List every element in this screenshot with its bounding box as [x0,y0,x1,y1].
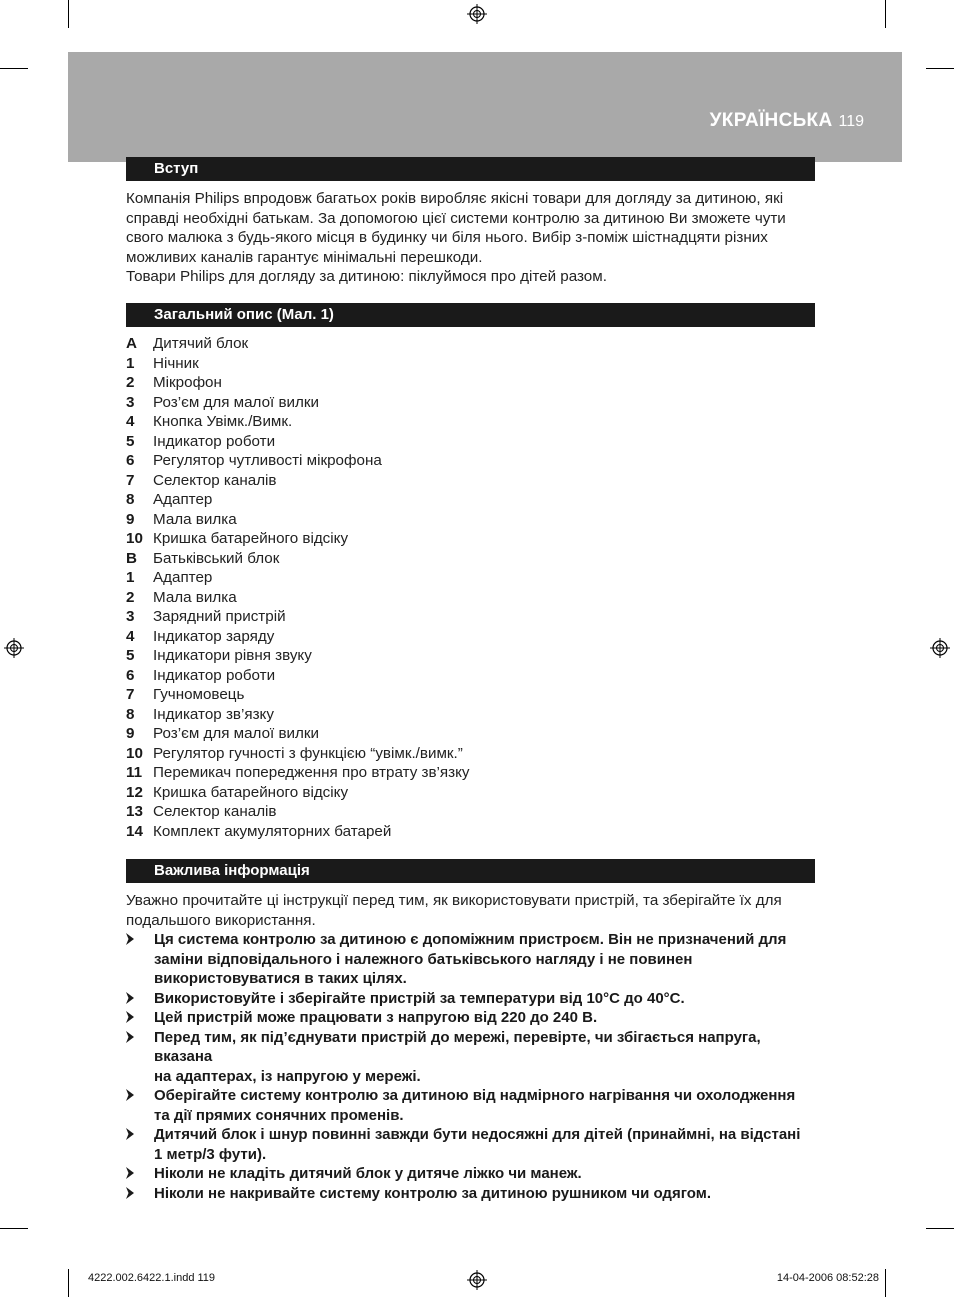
crop-mark-bottom-right-v [885,1269,886,1297]
bullet-arrow-icon [126,1089,134,1101]
intro-line: свого малюка з будь-якого місця в будинку чи біля нього. Вибір з-поміж шістнадцяти різних [126,229,768,246]
item-label: 8 [126,705,135,723]
item-label: 9 [126,510,135,528]
bullet-line: та дії прямих сонячних променів. [154,1106,404,1124]
intro-line: можливих каналів гарантує мінімальні перешкоди. [126,248,483,266]
item-text: Кришка батарейного відсіку [153,783,349,801]
crop-mark-bottom-left-v [68,1269,69,1297]
item-label: 5 [126,432,135,450]
item-text: Індикатор зв’язку [153,705,274,723]
bullet-arrow-icon [126,1187,134,1199]
list-item [126,471,816,491]
item-text: Кришка батарейного відсіку [153,530,349,547]
bullet-item [126,1086,816,1125]
intro-paragraph [126,189,816,287]
list-item [126,763,816,783]
bullet-line: на адаптерах, із напругою у мережі. [154,1067,421,1085]
list-item [126,705,816,725]
list-item [126,393,816,413]
item-text: Дитячий блок [153,335,249,352]
bullet-line: Ця система контролю за дитиною є допоміжним пристроєм. Він не призначений для [154,931,787,948]
list-item [126,412,816,432]
list-item [126,432,816,452]
important-intro-line: подальшого використання. [126,911,316,929]
language-title: УКРАЇНСЬКА [709,110,833,131]
list-item [126,451,816,471]
list-item [126,783,816,803]
list-item [126,607,816,627]
item-text: Комплект акумуляторних батарей [153,822,392,840]
list-item [126,490,816,510]
list-item [126,334,816,354]
registration-mark-icon [467,1270,487,1290]
bullet-item [126,930,816,989]
list-item [126,666,816,686]
bullet-item [126,989,816,1009]
description-list [126,334,816,841]
list-item [126,588,816,608]
list-item [126,510,816,530]
item-label: 10 [126,530,143,547]
bullet-line: Цей пристрій може працювати з напругою від 220 до 240 В. [154,1009,598,1026]
crop-mark-top-left-v [68,0,69,28]
item-text: Перемикач попередження про втрату зв’язку [153,764,470,781]
bullet-line: Ніколи не кладіть дитячий блок у дитяче ліжко чи манеж. [154,1165,582,1182]
bullet-arrow-icon [126,1031,134,1043]
important-bullet-list [126,930,816,1203]
item-label: 7 [126,686,135,703]
item-text: Кнопка Увімк./Вимк. [153,413,293,430]
section-header-intro: Вступ [126,157,815,181]
list-item [126,373,816,393]
item-label: 2 [126,588,135,606]
registration-mark-icon [467,4,487,24]
bullet-line: використовуватися в таких цілях. [154,970,407,987]
item-label: A [126,335,137,352]
list-item [126,627,816,647]
bullet-line: Ніколи не накривайте систему контролю за дитиною рушником чи одягом. [154,1184,711,1202]
list-item [126,549,816,569]
bullet-line: Оберігайте систему контролю за дитиною від надмірного нагрівання чи охолодження [154,1087,796,1104]
section-header-description: Загальний опис (Мал. 1) [126,303,815,327]
item-label: 1 [126,354,135,372]
list-item [126,744,816,764]
registration-mark-icon [4,638,24,658]
bullet-arrow-icon [126,933,134,945]
crop-mark-bottom-right-h [926,1228,954,1229]
bullet-arrow-icon [126,992,134,1004]
intro-line: справді необхідні батькам. За допомогою цієї системи контролю за дитиною Ви зможете чути [126,209,786,227]
bullet-item [126,1008,816,1028]
item-text: Індикатор роботи [153,666,276,684]
item-text: Роз’єм для малої вилки [153,393,320,411]
footer-file-info: 4222.002.6422.1.indd 119 [88,1272,216,1284]
item-text: Адаптер [153,569,213,586]
page-header [710,110,864,132]
intro-line: Компанія Philips впродовж багатьох років виробляє якісні товари для догляду за дитиною, які [126,190,784,207]
bullet-arrow-icon [126,1128,134,1140]
bullet-line: 1 метр/3 фути). [154,1145,267,1163]
important-intro [126,891,816,930]
item-label: 12 [126,783,143,801]
item-text: Мікрофон [153,374,222,391]
item-label: B [126,549,137,567]
bullet-arrow-icon [126,1167,134,1179]
item-text: Нічник [153,354,199,372]
bullet-arrow-icon [126,1011,134,1023]
item-label: 5 [126,647,135,664]
item-text: Батьківський блок [153,549,280,567]
item-label: 1 [126,569,135,586]
bullet-item [126,1164,816,1184]
list-item [126,685,816,705]
item-label: 7 [126,471,135,489]
item-text: Регулятор гучності з функцією “увімк./вимк.” [153,744,463,762]
bullet-line: Перед тим, як під’єднувати пристрій до мережі, перевірте, чи збігається напруга, вказана [154,1028,761,1065]
header-band [68,52,902,162]
item-label: 8 [126,491,135,508]
item-text: Гучномовець [153,686,245,703]
item-label: 13 [126,803,143,820]
intro-line: Товари Philips для догляду за дитиною: піклуймося про дітей разом. [126,268,607,285]
list-item [126,802,816,822]
registration-mark-icon [930,638,950,658]
list-item [126,724,816,744]
page-number: 119 [838,113,864,130]
item-text: Роз’єм для малої вилки [153,725,320,742]
item-label: 4 [126,413,135,430]
item-label: 11 [126,764,143,781]
list-item [126,568,816,588]
list-item [126,529,816,549]
bullet-line: Дитячий блок і шнур повинні завжди бути недосяжні для дітей (принаймні, на відстані [154,1126,801,1143]
item-text: Мала вилка [153,510,237,528]
crop-mark-top-right-h [926,68,954,69]
item-label: 3 [126,608,135,625]
item-label: 10 [126,744,143,762]
crop-mark-top-left-h [0,68,28,69]
item-text: Індикатор заряду [153,627,275,645]
bullet-line: заміни відповідального і належного батьківського нагляду і не повинен [154,950,693,968]
item-text: Мала вилка [153,588,237,606]
item-text: Індикатор роботи [153,432,276,450]
bullet-line: Використовуйте і зберігайте пристрій за температури від 10°C до 40°C. [154,989,685,1007]
item-text: Селектор каналів [153,471,277,489]
item-label: 6 [126,452,135,469]
item-label: 3 [126,393,135,411]
bullet-item [126,1028,816,1087]
bullet-item [126,1184,816,1204]
section-header-important: Важлива інформація [126,859,815,883]
list-item [126,822,816,842]
item-text: Зарядний пристрій [153,608,286,625]
item-text: Селектор каналів [153,803,277,820]
list-item [126,354,816,374]
item-label: 2 [126,374,135,391]
item-text: Регулятор чутливості мікрофона [153,452,382,469]
crop-mark-top-right-v [885,0,886,28]
item-text: Індикатори рівня звуку [153,647,312,664]
item-label: 6 [126,666,135,684]
list-item [126,646,816,666]
bullet-item [126,1125,816,1164]
footer-datetime: 14-04-2006 08:52:28 [776,1272,879,1284]
item-label: 4 [126,627,135,645]
item-text: Адаптер [153,491,213,508]
crop-mark-bottom-left-h [0,1228,28,1229]
important-intro-line: Уважно прочитайте ці інструкції перед тим, як використовувати пристрій, та зберігайте їх для [126,892,782,909]
item-label: 9 [126,725,135,742]
item-label: 14 [126,822,143,840]
